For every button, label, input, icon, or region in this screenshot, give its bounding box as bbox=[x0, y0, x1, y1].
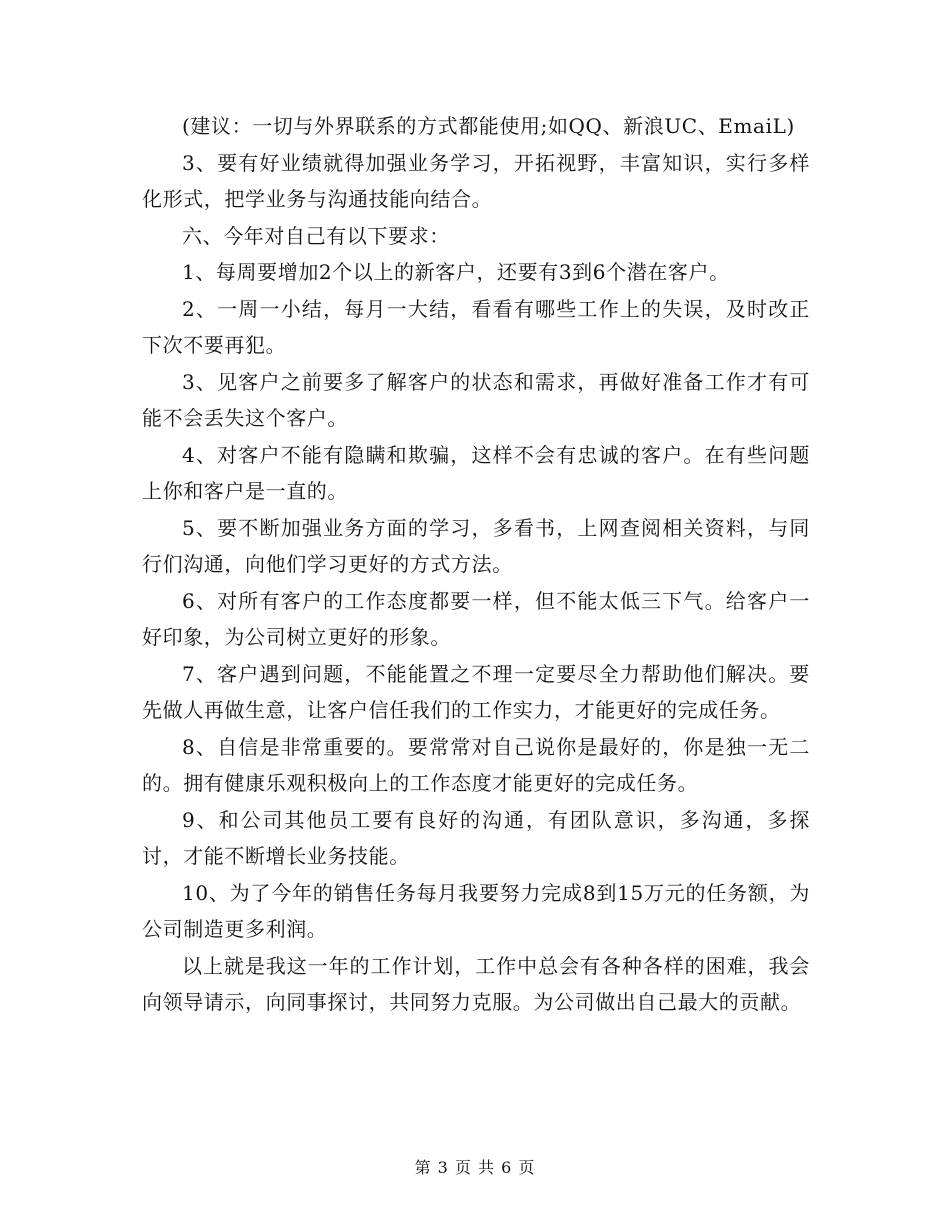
paragraph-suggestion: (建议：一切与外界联系的方式都能使用;如QQ、新浪UC、EmaiL) bbox=[182, 114, 795, 138]
section-heading-six: 六、今年对自己有以下要求： bbox=[182, 223, 450, 248]
paragraph-requirement-10: 10、为了今年的销售任务每月我要努力完成8到15万元的任务额，为公司制造更多利润。 bbox=[142, 880, 810, 941]
paragraph-requirement-6: 6、对所有客户的工作态度都要一样，但不能太低三下气。给客户一好印象，为公司树立更好的形象。 bbox=[142, 588, 810, 649]
paragraph-requirement-2: 2、一周一小结，每月一大结，看看有哪些工作上的失误，及时改正下次不要再犯。 bbox=[142, 296, 810, 357]
paragraph-conclusion: 以上就是我这一年的工作计划，工作中总会有各种各样的困难，我会向领导请示，向同事探讨，共同努力克服。为公司做出自己最大的贡献。 bbox=[142, 953, 810, 1014]
paragraph-requirement-8: 8、自信是非常重要的。要常常对自己说你是最好的，你是独一无二的。拥有健康乐观积极向上的工作态度才能更好的完成任务。 bbox=[142, 734, 810, 795]
document-body bbox=[142, 108, 810, 1021]
paragraph-requirement-3: 3、见客户之前要多了解客户的状态和需求，再做好准备工作才有可能不会丢失这个客户。 bbox=[142, 369, 810, 430]
paragraph-requirement-4: 4、对客户不能有隐瞒和欺骗，这样不会有忠诚的客户。在有些问题上你和客户是一直的。 bbox=[142, 442, 810, 503]
page-number-footer: 第 3 页 共 6 页 bbox=[414, 1158, 536, 1177]
paragraph-requirement-1: 1、每周要增加2个以上的新客户，还要有3到6个潜在客户。 bbox=[182, 260, 730, 284]
paragraph-requirement-7: 7、客户遇到问题，不能能置之不理一定要尽全力帮助他们解决。要先做人再做生意，让客户信任我们的工作实力，才能更好的完成任务。 bbox=[142, 661, 810, 722]
paragraph-item-3-study: 3、要有好业绩就得加强业务学习，开拓视野，丰富知识，实行多样化形式，把学业务与沟通技能向结合。 bbox=[142, 150, 810, 211]
paragraph-requirement-5: 5、要不断加强业务方面的学习，多看书，上网查阅相关资料，与同行们沟通，向他们学习更好的方式方法。 bbox=[142, 515, 810, 576]
paragraph-requirement-9: 9、和公司其他员工要有良好的沟通，有团队意识，多沟通，多探讨，才能不断增长业务技能。 bbox=[142, 807, 810, 868]
